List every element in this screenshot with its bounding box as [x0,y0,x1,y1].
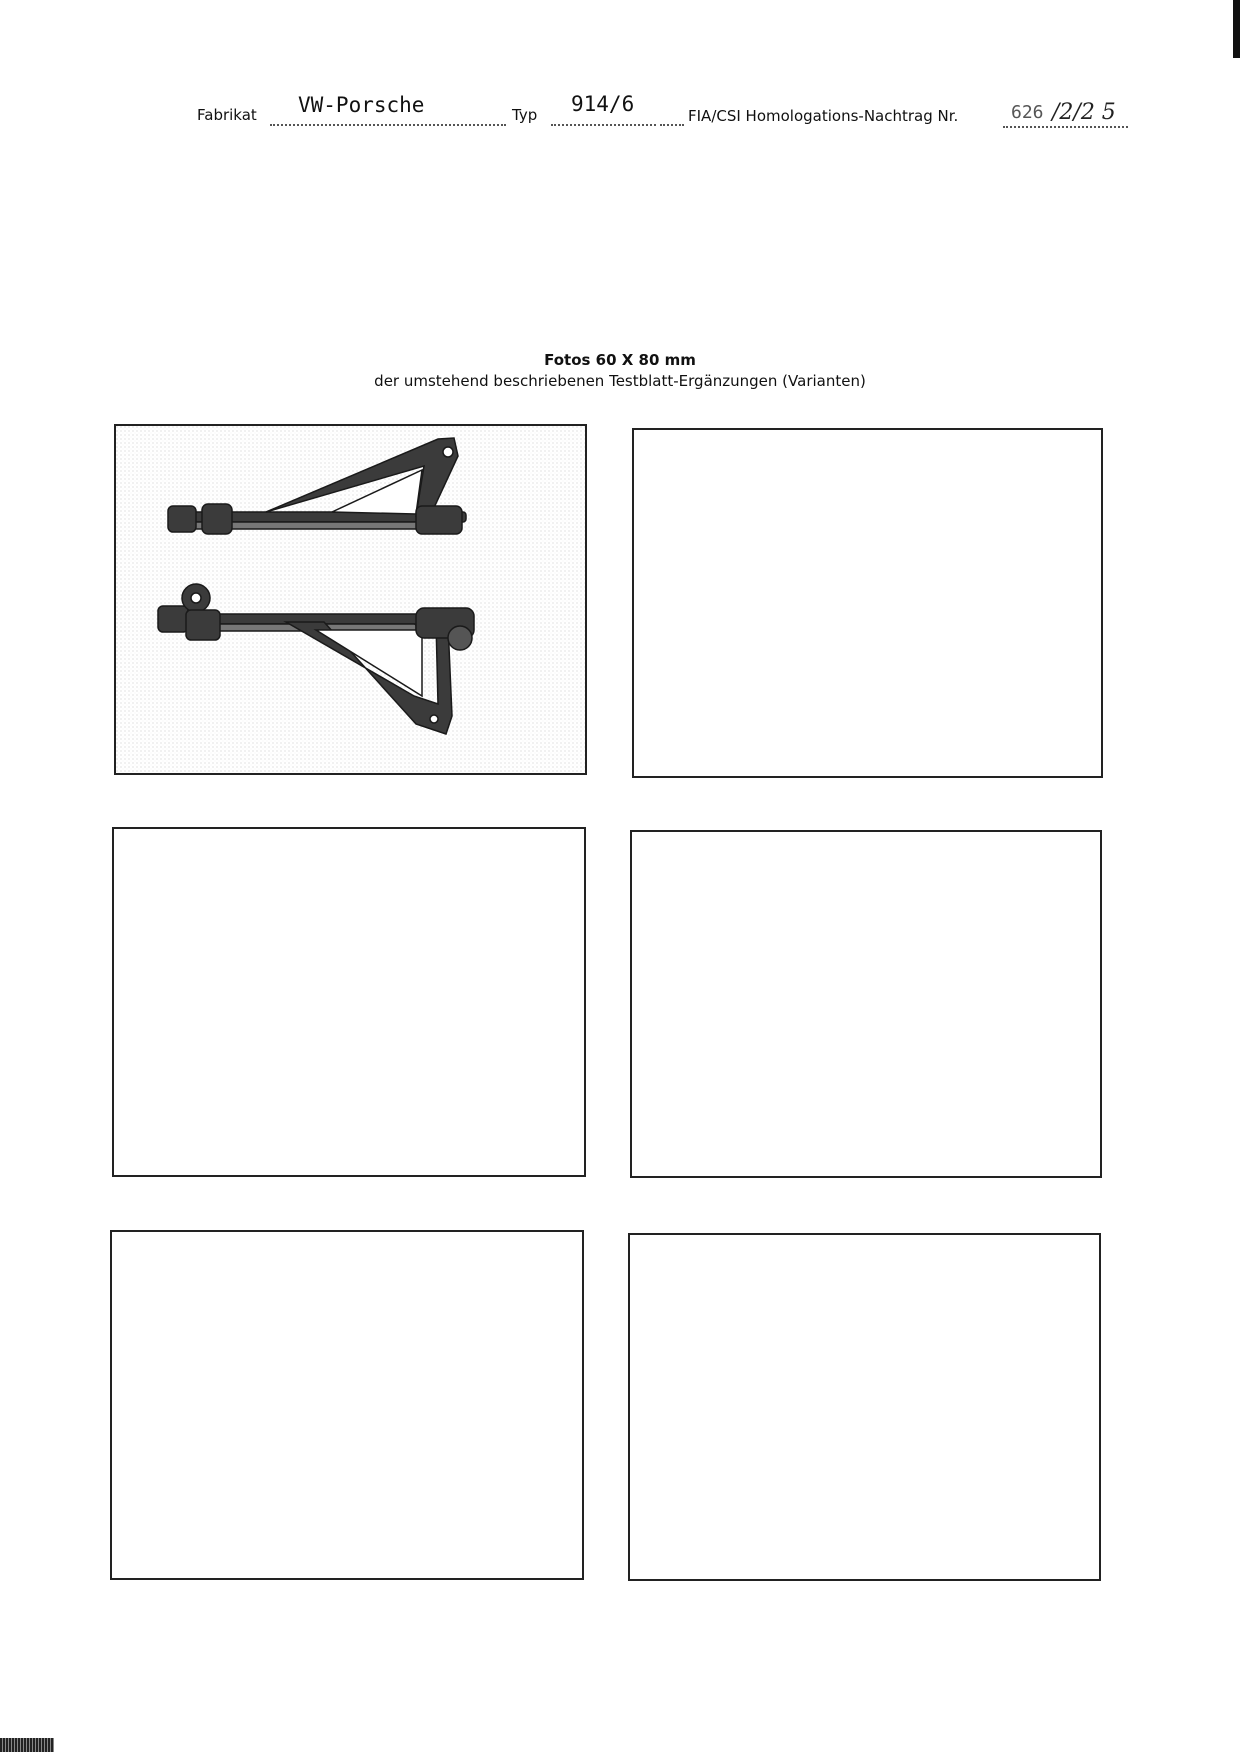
form-header [0,92,1240,136]
photo-frame-2 [632,428,1103,778]
nachtrag-dotted-line [1003,126,1128,128]
fabrikat-label: Fabrikat [197,106,257,124]
nachtrag-handwritten: /2/2 5 [1052,100,1116,125]
photos-subtitle: der umstehend beschriebenen Testblatt-Ergänzungen (Varianten) [374,372,866,390]
fabrikat-value: VW-Porsche [298,93,425,117]
scan-edge-mark [1233,0,1240,58]
photos-title: Fotos 60 X 80 mm [544,351,696,369]
suspension-arms-photo [116,426,585,773]
fabrikat-dotted-line [270,124,506,126]
scan-corner-mark [0,1738,54,1752]
photos-heading [0,350,1240,392]
typ-value: 914/6 [571,92,635,116]
photo-frame-1 [114,424,587,775]
photo-frame-3 [112,827,586,1177]
homologation-leading-dots [660,124,684,126]
typ-dotted-line [551,124,656,126]
photo-frame-6 [628,1233,1101,1581]
photo-frame-4 [630,830,1102,1178]
nachtrag-number: 626 [1011,102,1044,123]
typ-label: Typ [512,106,538,124]
photo-frame-5 [110,1230,584,1580]
homologation-label: FIA/CSI Homologations-Nachtrag Nr. [688,107,959,125]
